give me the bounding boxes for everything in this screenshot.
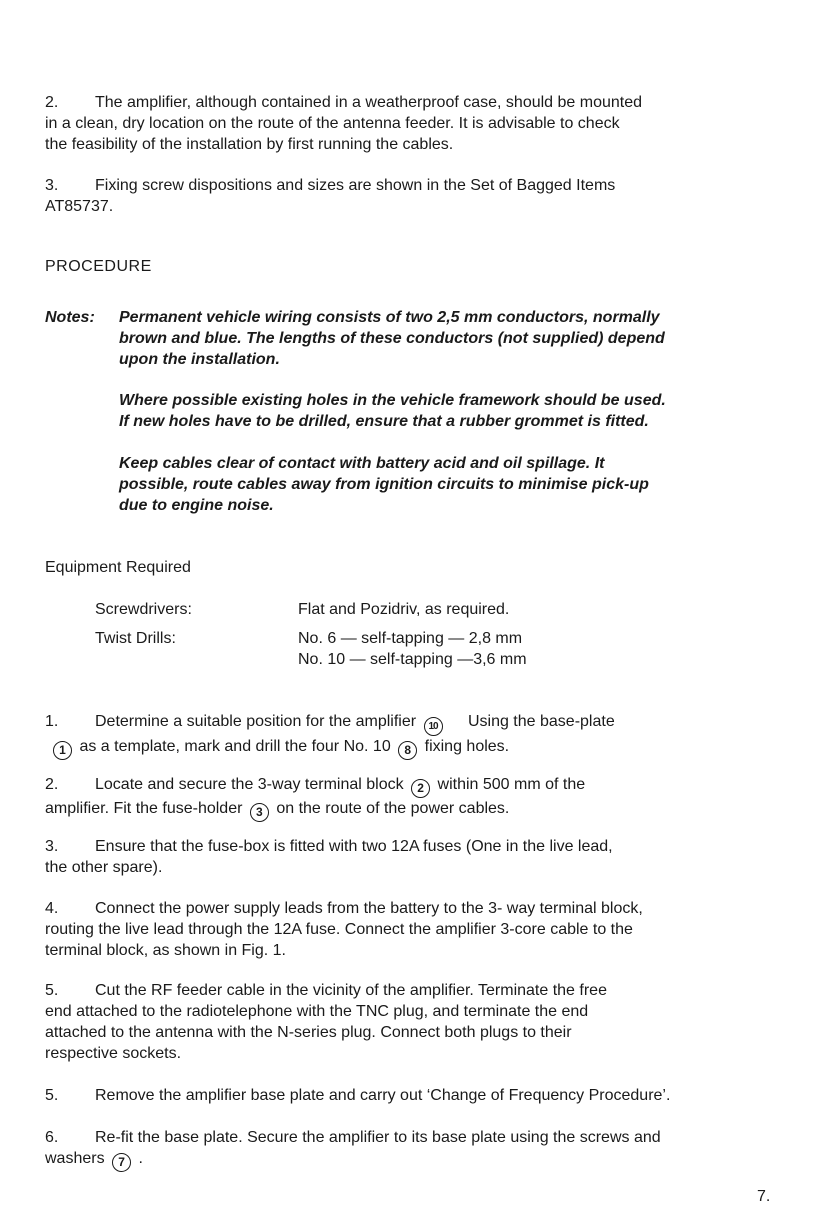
text-line: Remove the amplifier base plate and carry out ‘Change of Frequency Procedure’. [95,1087,671,1104]
step-3 [45,836,785,878]
text-line: Ensure that the fuse-box is fitted with two 12A fuses (One in the live lead, [95,838,613,855]
text-segment: amplifier. Fit the fuse-holder [45,800,243,817]
text-segment: washers [45,1150,105,1167]
step-number: 3. [45,838,59,855]
text-line: end attached to the radiotelephone with the TNC plug, and terminate the end [45,1003,589,1020]
text-segment: Using the base-plate [467,713,615,730]
intro-paragraph-2 [45,92,785,155]
step-2 [45,774,785,822]
text-line: Connect the power supply leads from the battery to the 3- way terminal block, [95,900,643,917]
callout-circle: 1 [53,741,72,760]
callout-circle: 10 [424,717,443,736]
text-line: Keep cables clear of contact with battery acid and oil spillage. It [119,455,605,472]
text-segment: on the route of the power cables. [276,800,510,817]
note-2 [119,390,759,432]
text-line: attached to the antenna with the N-series plug. Connect both plugs to their [45,1024,572,1041]
text-segment: Locate and secure the 3-way terminal block [95,776,404,793]
page-number: 7. [757,1188,771,1205]
text-line: Re-fit the base plate. Secure the amplifier to its base plate using the screws and [95,1129,661,1146]
text-line: terminal block, as shown in Fig. 1. [45,942,286,959]
twist-drills-value [298,628,527,670]
step-5b [45,1085,805,1106]
note-3 [119,453,759,516]
note-1 [119,307,759,370]
text-line: No. 6 — self-tapping — 2,8 mm [298,630,523,647]
text-segment: as a template, mark and drill the four No. 10 [79,738,391,755]
text-line: routing the live lead through the 12A fuse. Connect the amplifier 3-core cable to the [45,921,633,938]
text-line: possible, route cables away from ignition circuits to minimise pick-up [119,476,649,493]
text-line: AT85737. [45,198,114,215]
step-number: 4. [45,900,59,917]
intro-paragraph-3 [45,175,785,217]
step-number: 2. [45,776,59,793]
procedure-heading: PROCEDURE [45,258,152,275]
text-line: If new holes have to be drilled, ensure that a rubber grommet is fitted. [119,413,649,430]
paragraph-number: 3. [45,177,59,194]
text-line: due to engine noise. [119,497,274,514]
text-segment: . [138,1150,143,1167]
twist-drills-label: Twist Drills: [95,630,176,647]
text-segment: within 500 mm of the [437,776,586,793]
notes-label: Notes: [45,309,95,326]
text-segment: fixing holes. [424,738,510,755]
text-line: Cut the RF feeder cable in the vicinity of the amplifier. Terminate the free [95,982,607,999]
screwdrivers-value: Flat and Pozidriv, as required. [298,601,510,618]
text-segment: Determine a suitable position for the amplifier [95,713,417,730]
text-line: No. 10 — self-tapping —3,6 mm [298,651,527,668]
text-line: Where possible existing holes in the vehicle framework should be used. [119,392,666,409]
callout-circle: 2 [411,779,430,798]
text-line: the other spare). [45,859,163,876]
step-number: 1. [45,713,59,730]
text-line: Permanent vehicle wiring consists of two 2,5 mm conductors, normally [119,309,660,326]
equipment-heading: Equipment Required [45,559,191,576]
text-line: Fixing screw dispositions and sizes are shown in the Set of Bagged Items [95,177,616,194]
step-number: 5. [45,982,59,999]
callout-circle: 8 [398,741,417,760]
step-5 [45,980,785,1064]
step-4 [45,898,785,961]
text-line: respective sockets. [45,1045,182,1062]
screwdrivers-label: Screwdrivers: [95,601,192,618]
paragraph-number: 2. [45,94,59,111]
text-line: The amplifier, although contained in a weatherproof case, should be mounted [95,94,643,111]
step-6 [45,1127,785,1172]
text-line: the feasibility of the installation by first running the cables. [45,136,454,153]
text-line: in a clean, dry location on the route of the antenna feeder. It is advisable to check [45,115,620,132]
callout-circle: 7 [112,1153,131,1172]
text-line: brown and blue. The lengths of these conductors (not supplied) depend [119,330,665,347]
step-number: 6. [45,1129,59,1146]
step-number: 5. [45,1087,59,1104]
step-1 [45,711,785,760]
callout-circle: 3 [250,803,269,822]
text-line: upon the installation. [119,351,280,368]
